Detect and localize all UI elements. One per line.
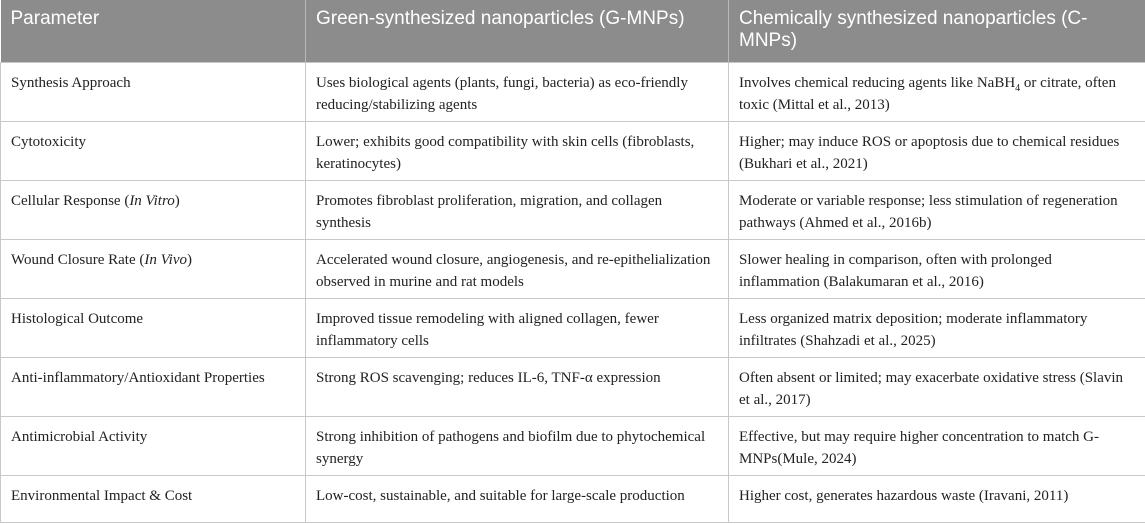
green-cell: Improved tissue remodeling with aligned collagen, fewer inflammatory cells bbox=[306, 298, 729, 357]
parameter-cell: Antimicrobial Activity bbox=[1, 416, 306, 475]
chemical-cell: Higher cost, generates hazardous waste (Iravani, 2011) bbox=[729, 475, 1145, 522]
table-row bbox=[1, 121, 1145, 180]
table-row bbox=[1, 62, 1145, 121]
chemical-cell: Less organized matrix deposition; moderate inflammatory infiltrates (Shahzadi et al., 2025) bbox=[729, 298, 1145, 357]
parameter-cell bbox=[1, 180, 306, 239]
table-row bbox=[1, 416, 1145, 475]
green-cell: Promotes fibroblast proliferation, migration, and collagen synthesis bbox=[306, 180, 729, 239]
chemical-cell: Moderate or variable response; less stimulation of regeneration pathways (Ahmed et al., 2016b) bbox=[729, 180, 1145, 239]
header-row bbox=[1, 0, 1145, 62]
table-row bbox=[1, 180, 1145, 239]
table-row bbox=[1, 475, 1145, 522]
chemical-cell: Effective, but may require higher concentration to match G-MNPs(Mule, 2024) bbox=[729, 416, 1145, 475]
green-cell: Lower; exhibits good compatibility with skin cells (fibroblasts, keratinocytes) bbox=[306, 121, 729, 180]
parameter-cell bbox=[1, 239, 306, 298]
parameter-cell: Histological Outcome bbox=[1, 298, 306, 357]
parameter-text: Wound Closure Rate ( bbox=[11, 251, 145, 268]
chemical-text: or citrate, often toxic (Mittal et al., 2013) bbox=[739, 74, 1116, 113]
header-green-synthesized: Green-synthesized nanoparticles (G-MNPs) bbox=[306, 0, 729, 62]
header-chemically-synthesized: Chemically synthesized nanoparticles (C-MNPs) bbox=[729, 0, 1145, 62]
table-row bbox=[1, 239, 1145, 298]
parameter-text: ) bbox=[186, 251, 192, 268]
chemical-cell bbox=[729, 62, 1145, 121]
green-cell: Strong inhibition of pathogens and biofilm due to phytochemical synergy bbox=[306, 416, 729, 475]
parameter-cell: Environmental Impact & Cost bbox=[1, 475, 306, 522]
green-cell: Low-cost, sustainable, and suitable for large-scale production bbox=[306, 475, 729, 522]
parameter-italic: In Vitro bbox=[129, 192, 175, 209]
parameter-cell: Synthesis Approach bbox=[1, 62, 306, 121]
table-row bbox=[1, 298, 1145, 357]
chemical-cell: Slower healing in comparison, often with prolonged inflammation (Balakumaran et al., 2016) bbox=[729, 239, 1145, 298]
table-row bbox=[1, 357, 1145, 416]
green-cell: Strong ROS scavenging; reduces IL-6, TNF-α expression bbox=[306, 357, 729, 416]
parameter-cell: Anti-inflammatory/Antioxidant Properties bbox=[1, 357, 306, 416]
header-parameter: Parameter bbox=[1, 0, 306, 62]
parameter-text: Cellular Response ( bbox=[11, 192, 130, 209]
parameter-italic: In Vivo bbox=[144, 251, 187, 268]
parameter-cell: Cytotoxicity bbox=[1, 121, 306, 180]
green-cell: Accelerated wound closure, angiogenesis, and re-epithelialization observed in murine and rat models bbox=[306, 239, 729, 298]
subscript: 4 bbox=[1015, 82, 1021, 94]
green-cell: Uses biological agents (plants, fungi, bacteria) as eco-friendly reducing/stabilizing agents bbox=[306, 62, 729, 121]
chemical-cell: Often absent or limited; may exacerbate oxidative stress (Slavin et al., 2017) bbox=[729, 357, 1145, 416]
chemical-text: Involves chemical reducing agents like NaBH bbox=[739, 74, 1016, 91]
parameter-text: ) bbox=[174, 192, 180, 209]
chemical-cell: Higher; may induce ROS or apoptosis due to chemical residues (Bukhari et al., 2021) bbox=[729, 121, 1145, 180]
